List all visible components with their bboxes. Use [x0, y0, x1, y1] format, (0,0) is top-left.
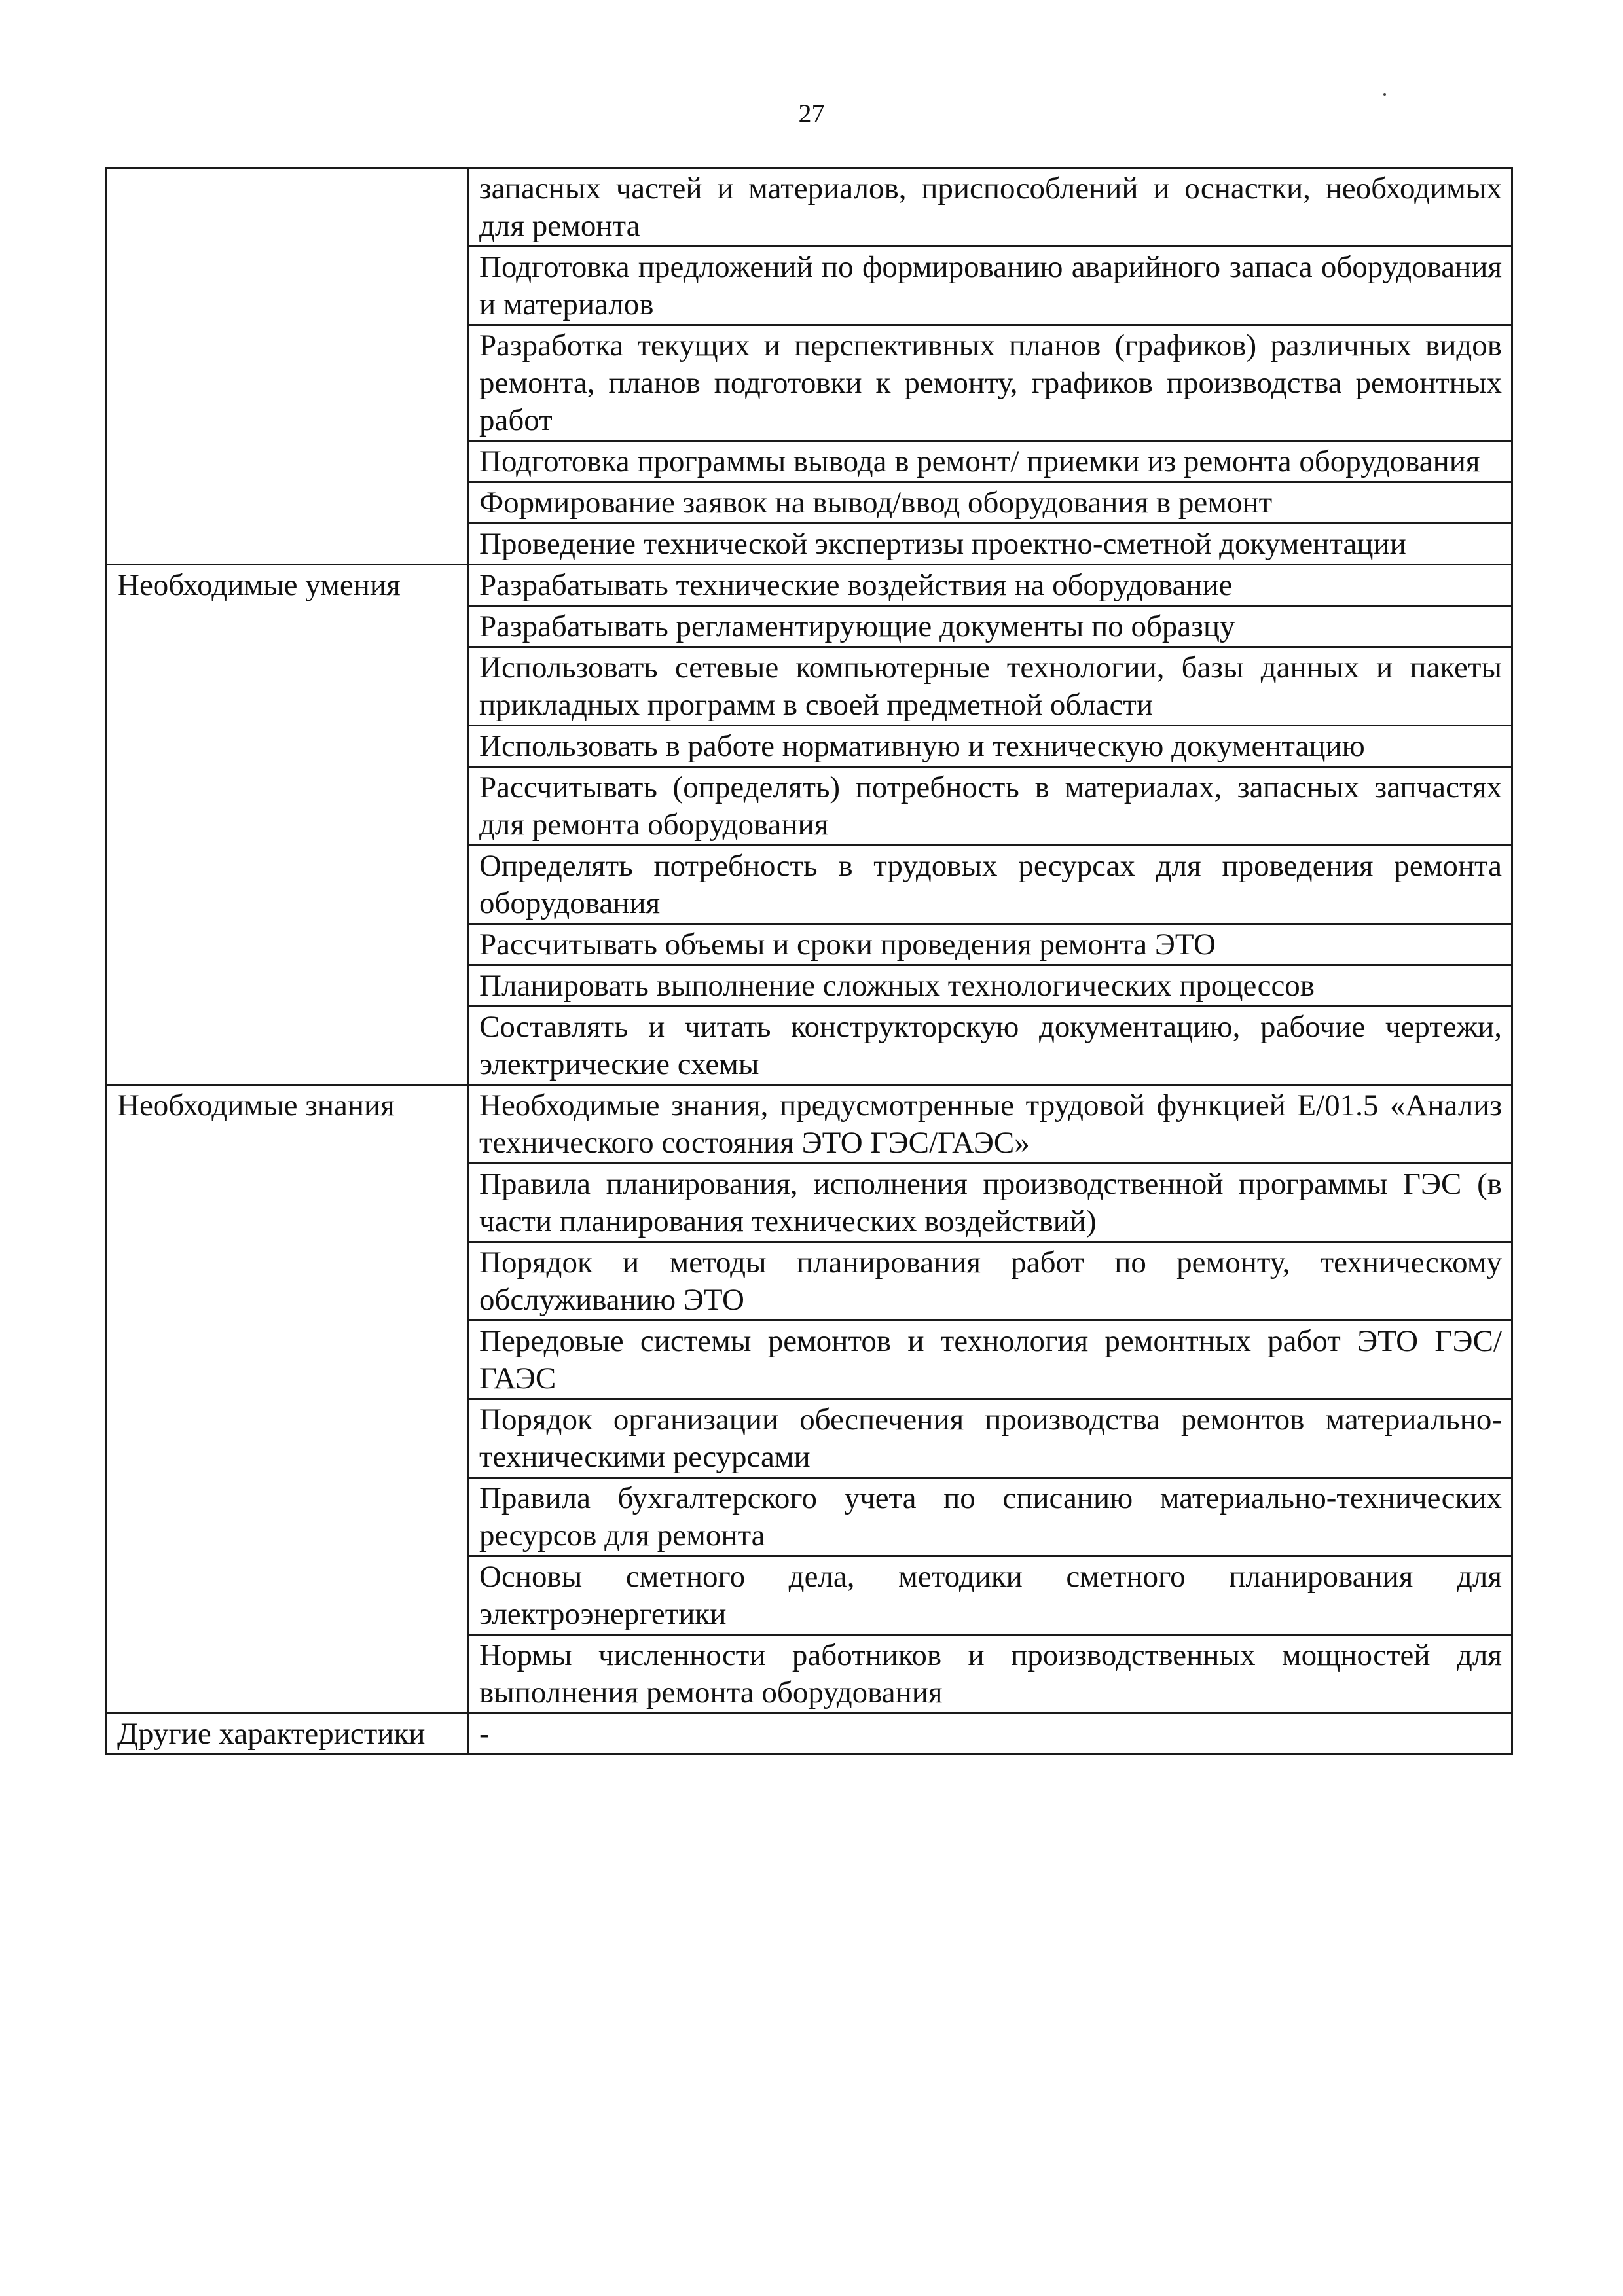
section-item: Определять потребность в трудовых ресурсах для проведения ремонта оборудования: [468, 846, 1512, 924]
section-item: Порядок и методы планирования работ по ремонту, техническому обслуживанию ЭТО: [468, 1242, 1512, 1321]
section-label: [106, 168, 468, 565]
section-item: Составлять и читать конструкторскую документацию, рабочие чертежи, электрические схемы: [468, 1007, 1512, 1085]
section-item: Рассчитывать (определять) потребность в материалах, запасных запчастях для ремонта оборудования: [468, 767, 1512, 846]
section-item: Использовать сетевые компьютерные технологии, базы данных и пакеты прикладных программ в своей предметной области: [468, 647, 1512, 726]
section-item: Разрабатывать технические воздействия на оборудование: [468, 565, 1512, 606]
requirements-table: [105, 167, 1513, 1755]
section-item: Передовые системы ремонтов и технология ремонтных работ ЭТО ГЭС/ГАЭС: [468, 1321, 1512, 1399]
section-item: Формирование заявок на вывод/ввод оборудования в ремонт: [468, 482, 1512, 524]
scan-speck: [1383, 93, 1386, 96]
requirements-table-body: [106, 168, 1512, 1755]
section-item: Правила бухгалтерского учета по списанию материально-технических ресурсов для ремонта: [468, 1478, 1512, 1556]
section-item: запасных частей и материалов, приспособлений и оснастки, необходимых для ремонта: [468, 168, 1512, 247]
section-item: Порядок организации обеспечения производства ремонтов материально-техническими ресурсами: [468, 1399, 1512, 1478]
section-item: -: [468, 1713, 1512, 1755]
section-item: Рассчитывать объемы и сроки проведения ремонта ЭТО: [468, 924, 1512, 965]
section-label: Необходимые умения: [106, 565, 468, 1085]
section-item: Правила планирования, исполнения производственной программы ГЭС (в части планирования технических воздействий): [468, 1164, 1512, 1242]
table-row: [106, 1713, 1512, 1755]
section-item: Подготовка предложений по формированию аварийного запаса оборудования и материалов: [468, 247, 1512, 325]
section-label: Другие характеристики: [106, 1713, 468, 1755]
section-item: Необходимые знания, предусмотренные трудовой функцией E/01.5 «Анализ технического состояния ЭТО ГЭС/ГАЭС»: [468, 1085, 1512, 1164]
section-item: Проведение технической экспертизы проектно-сметной документации: [468, 524, 1512, 565]
table-row: [106, 168, 1512, 247]
section-item: Разработка текущих и перспективных планов (графиков) различных видов ремонта, планов подготовки к ремонту, графиков производства ремонтных работ: [468, 325, 1512, 441]
section-item: Нормы численности работников и производственных мощностей для выполнения ремонта оборудования: [468, 1635, 1512, 1713]
section-item: Основы сметного дела, методики сметного планирования для электроэнергетики: [468, 1556, 1512, 1635]
section-item: Использовать в работе нормативную и техническую документацию: [468, 726, 1512, 767]
page-number: 27: [798, 99, 825, 128]
table-row: [106, 1085, 1512, 1164]
section-label: Необходимые знания: [106, 1085, 468, 1713]
section-item: Подготовка программы вывода в ремонт/ приемки из ремонта оборудования: [468, 441, 1512, 482]
table-row: [106, 565, 1512, 606]
section-item: Планировать выполнение сложных технологических процессов: [468, 965, 1512, 1007]
section-item: Разрабатывать регламентирующие документы по образцу: [468, 606, 1512, 647]
